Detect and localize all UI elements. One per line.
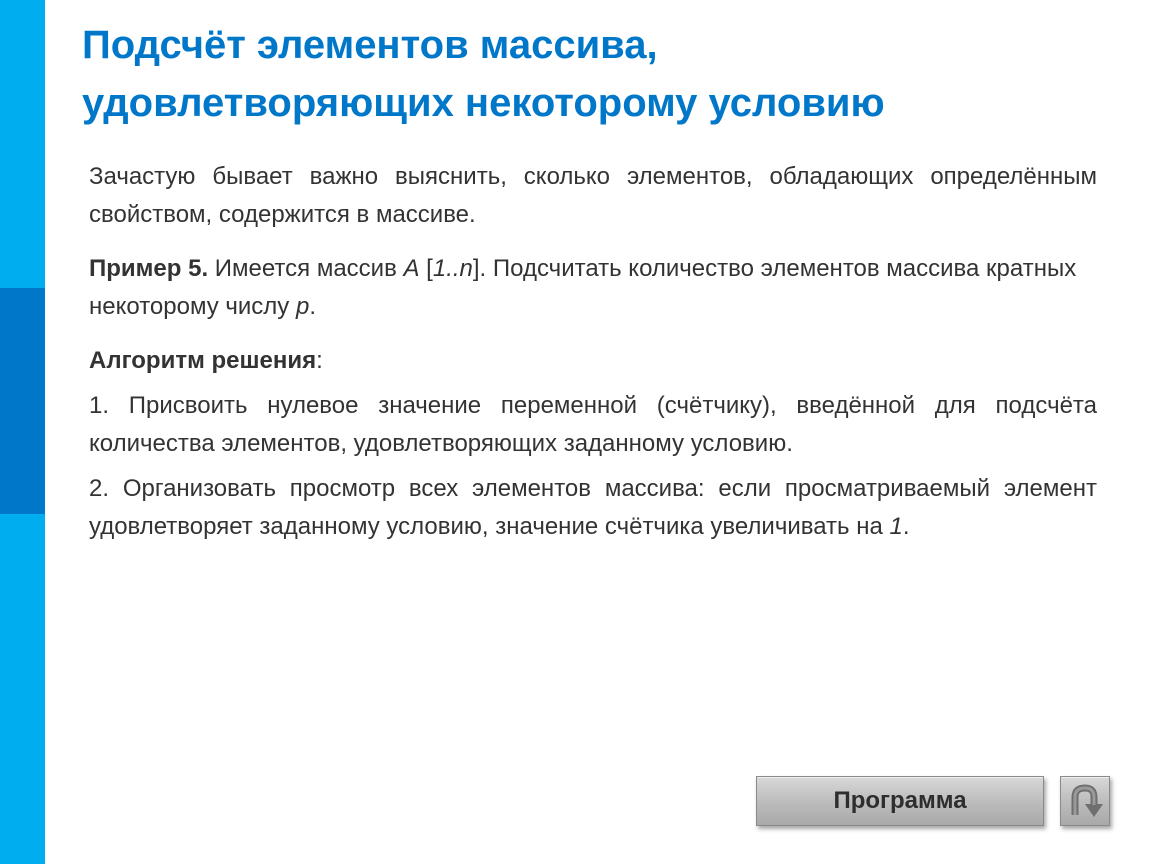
program-button-label: Программа xyxy=(833,787,967,814)
variable-p: p xyxy=(295,293,310,320)
algorithm-step-1: 1. Присвоить нулевое значение переменной (счётчику), введённой для подсчёта количества элементов, удовлетворяющих заданному условию. xyxy=(89,392,1097,457)
step-2-text: 2. Организовать просмотр всех элементов массива: если просматриваемый элемент удовлетворяет заданному условию, значение счётчика увеличивать на xyxy=(89,475,1097,540)
example-text-4: . xyxy=(309,293,317,320)
program-button[interactable] xyxy=(756,776,1044,826)
intro-paragraph: Зачастую бывает важно выяснить, сколько элементов, обладающих определённым свойством, содержится в массиве. xyxy=(89,163,1097,228)
title-line-2: удовлетворяющих некоторому условию xyxy=(82,81,885,125)
page-title xyxy=(82,16,1122,132)
array-range: 1..n xyxy=(432,255,473,282)
example-text-1: Имеется массив xyxy=(208,255,404,282)
step-2-end: . xyxy=(902,513,910,540)
left-sidebar-accent xyxy=(0,288,45,514)
example-label: Пример 5. xyxy=(89,255,209,282)
algorithm-heading xyxy=(89,342,1097,380)
algorithm-step-2 xyxy=(89,470,1097,546)
slide-content xyxy=(89,158,1097,546)
example-text-2: [ xyxy=(419,255,433,282)
example-paragraph xyxy=(89,250,1097,326)
title-line-1: Подсчёт элементов массива, xyxy=(82,23,658,67)
algorithm-label: Алгоритм решения xyxy=(89,347,317,374)
return-button[interactable] xyxy=(1060,776,1110,826)
return-arrow-icon xyxy=(1065,781,1105,821)
step-2-value: 1 xyxy=(889,513,903,540)
array-name: A xyxy=(403,255,420,282)
example-text-3: ]. Подсчитать количество элементов массива кратных некоторому числу xyxy=(89,255,1077,320)
algorithm-colon: : xyxy=(316,347,323,374)
